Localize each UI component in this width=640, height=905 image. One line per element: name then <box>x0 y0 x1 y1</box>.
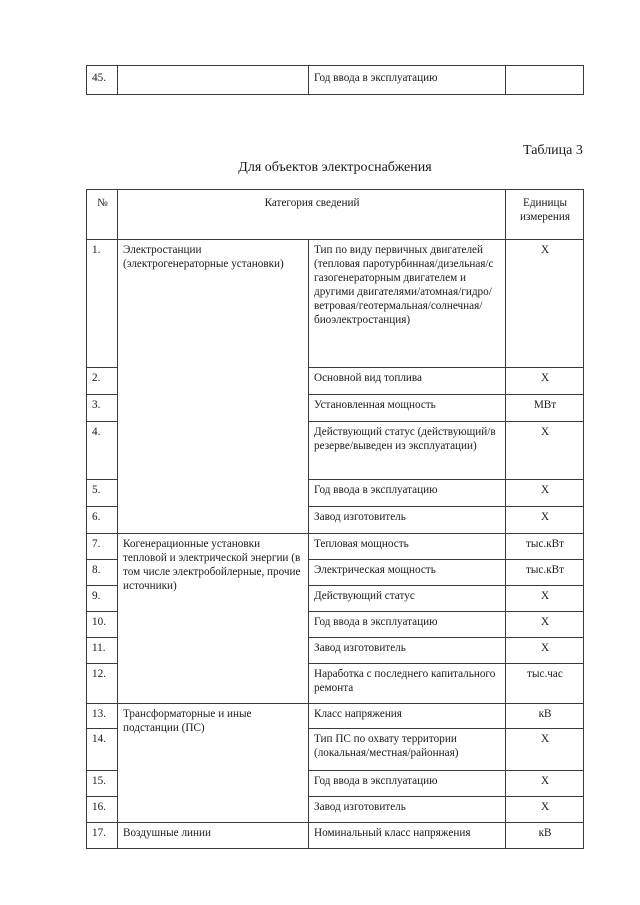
row-number: 3. <box>87 395 118 422</box>
row-number: 5. <box>87 480 118 507</box>
row-units: тыс.кВт <box>506 560 584 586</box>
row-category <box>118 66 309 95</box>
row-units: кВ <box>506 823 584 849</box>
row-property: Основной вид топлива <box>309 368 506 395</box>
table-number-label: Таблица 3 <box>523 143 583 158</box>
row-units <box>506 66 584 95</box>
header-units: Единицы измерения <box>506 190 584 240</box>
row-property: Год ввода в эксплуатацию <box>309 480 506 507</box>
row-number: 16. <box>87 797 118 823</box>
row-number: 6. <box>87 507 118 534</box>
row-property: Действующий статус <box>309 586 506 612</box>
table-row <box>87 240 584 368</box>
row-property: Установленная мощность <box>309 395 506 422</box>
row-number: 45. <box>87 66 118 95</box>
row-units: Х <box>506 612 584 638</box>
row-number: 17. <box>87 823 118 849</box>
row-units: Х <box>506 240 584 368</box>
row-property: Тип по виду первичных двигателей (тепловая паротурбинная/дизельная/с газогенераторным двигателем и другими двигателями/атомная/гидро/ветровая/геотермальная/солнечная/биоэлектростанция) <box>309 240 506 368</box>
row-units: Х <box>506 771 584 797</box>
row-units: МВт <box>506 395 584 422</box>
row-property: Тип ПС по охвату территории (локальная/местная/районная) <box>309 729 506 771</box>
row-property: Завод изготовитель <box>309 638 506 664</box>
row-property: Тепловая мощность <box>309 534 506 560</box>
table-row <box>87 66 584 95</box>
table-row <box>87 704 584 729</box>
group-cogeneration: Когенерационные установки тепловой и электрической энергии (в том числе электробойлерные, прочие источники) <box>118 534 309 704</box>
row-number: 8. <box>87 560 118 586</box>
table-title: Для объектов электроснабжения <box>238 160 432 175</box>
row-property: Год ввода в эксплуатацию <box>309 771 506 797</box>
row-units: Х <box>506 638 584 664</box>
header-category: Категория сведений <box>118 190 506 240</box>
row-property: Электрическая мощность <box>309 560 506 586</box>
table-row <box>87 823 584 849</box>
row-units: Х <box>506 422 584 480</box>
row-number: 15. <box>87 771 118 797</box>
row-number: 10. <box>87 612 118 638</box>
electric-supply-table <box>86 189 584 849</box>
row-units: Х <box>506 586 584 612</box>
row-units: Х <box>506 797 584 823</box>
row-property: Год ввода в эксплуатацию <box>309 612 506 638</box>
row-property: Номинальный класс напряжения <box>309 823 506 849</box>
row-units: Х <box>506 507 584 534</box>
header-number: № <box>87 190 118 240</box>
row-property: Наработка с последнего капитального ремонта <box>309 664 506 704</box>
group-power-plants: Электростанции (электрогенераторные установки) <box>118 240 309 534</box>
row-units: Х <box>506 729 584 771</box>
row-units: Х <box>506 480 584 507</box>
row-number: 9. <box>87 586 118 612</box>
previous-table-fragment <box>86 65 584 95</box>
row-units: кВ <box>506 704 584 729</box>
row-number: 12. <box>87 664 118 704</box>
row-units: тыс.кВт <box>506 534 584 560</box>
group-overhead-lines: Воздушные линии <box>118 823 309 849</box>
row-number: 1. <box>87 240 118 368</box>
row-property: Класс напряжения <box>309 704 506 729</box>
row-units: тыс.час <box>506 664 584 704</box>
group-substations: Трансформаторные и иные подстанции (ПС) <box>118 704 309 823</box>
row-number: 13. <box>87 704 118 729</box>
row-number: 14. <box>87 729 118 771</box>
row-units: Х <box>506 368 584 395</box>
row-property: Год ввода в эксплуатацию <box>309 66 506 95</box>
row-number: 4. <box>87 422 118 480</box>
row-number: 7. <box>87 534 118 560</box>
row-property: Действующий статус (действующий/в резерве/выведен из эксплуатации) <box>309 422 506 480</box>
table-row <box>87 534 584 560</box>
table-header-row <box>87 190 584 240</box>
row-number: 2. <box>87 368 118 395</box>
row-property: Завод изготовитель <box>309 797 506 823</box>
row-number: 11. <box>87 638 118 664</box>
row-property: Завод изготовитель <box>309 507 506 534</box>
